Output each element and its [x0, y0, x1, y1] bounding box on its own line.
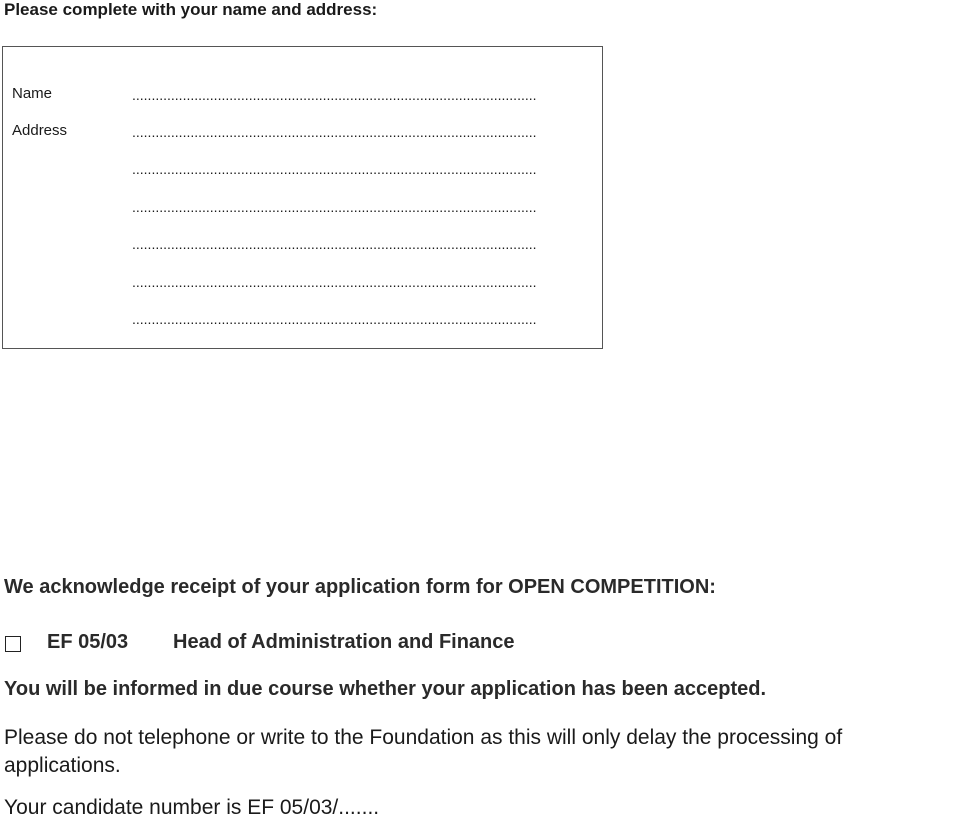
form-instruction: Please complete with your name and address:	[4, 0, 378, 19]
informed-text: You will be informed in due course whether your application has been accepted.	[4, 678, 767, 700]
candidate-number: Your candidate number is EF 05/03/.......	[4, 796, 380, 819]
please-notice: Please do not telephone or write to the Foundation as this will only delay the processing of applications.	[4, 726, 843, 777]
name-label: Name	[12, 85, 53, 102]
acknowledgement-text: We acknowledge receipt of your application form for OPEN COMPETITION:	[4, 576, 716, 598]
address-line-4[interactable]: ........................................................................................................	[132, 236, 537, 252]
address-label: Address	[12, 122, 68, 139]
competition-title: Head of Administration and Finance	[173, 631, 515, 653]
competition-code: EF 05/03	[47, 631, 129, 653]
address-line-6[interactable]: ........................................................................................................	[132, 311, 537, 327]
address-line-5[interactable]: ........................................................................................................	[132, 274, 537, 290]
address-box	[2, 46, 603, 349]
address-line-2[interactable]: ........................................................................................................	[132, 161, 537, 177]
address-line-3[interactable]: ........................................................................................................	[132, 199, 537, 215]
competition-checkbox[interactable]	[5, 636, 21, 652]
name-field[interactable]: ........................................................................................................	[132, 87, 537, 103]
address-line-1[interactable]: ........................................................................................................	[132, 124, 537, 140]
